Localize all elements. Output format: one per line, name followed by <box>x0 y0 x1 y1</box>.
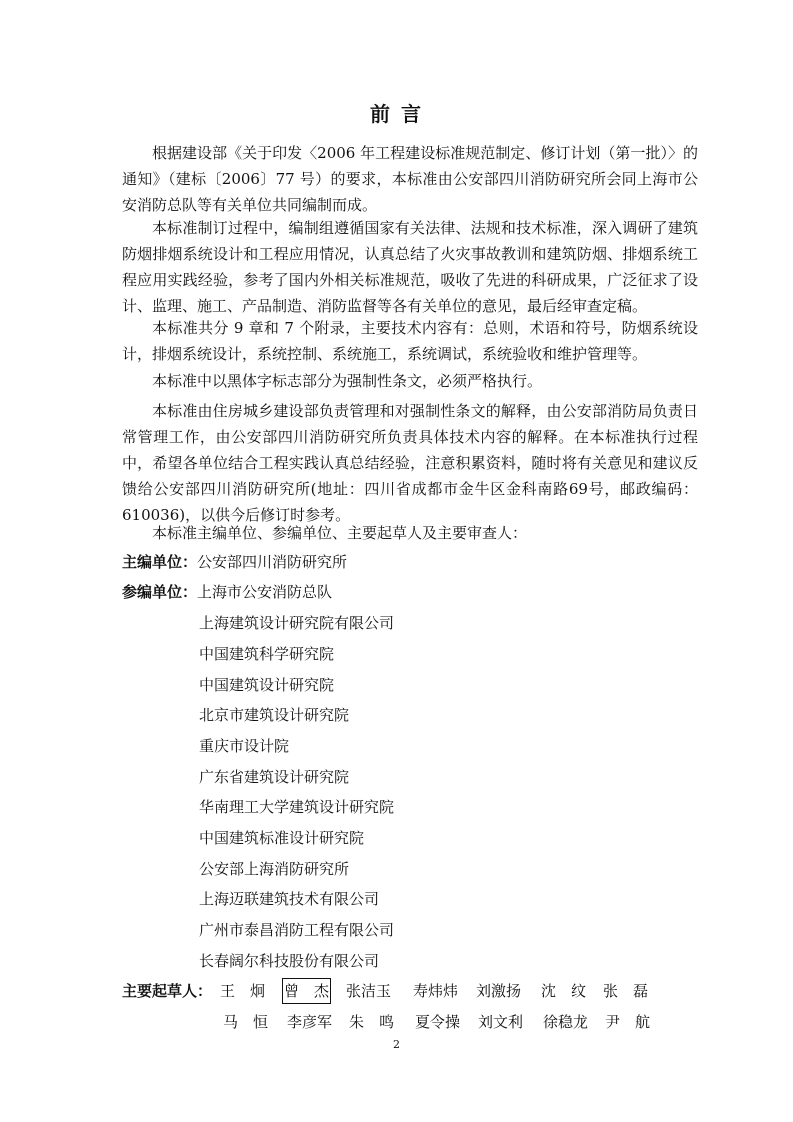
preface-paragraph-3: 本标准共分 9 章和 7 个附录，主要技术内容有：总则，术语和符号，防烟系统设计，排烟系统设计，系统控制、系统施工，系统调试，系统验收和维护管理等。 <box>122 319 698 363</box>
preface-paragraph-2: 本标准制订过程中，编制组遵循国家有关法律、法规和技术标准，深入调研了建筑防烟排烟系统设计和工程应用情况，认真总结了火灾事故教训和建筑防烟、排烟系统工程应用实践经验，参考了国内外相关标准规范，吸收了先进的科研成果，广泛征求了设计、监理、施工、产品制造、消防监督等各有关单位的意见，最后经审查定稿。 <box>122 219 698 315</box>
participant-unit: 广州市泰昌消防工程有限公司 <box>199 921 395 939</box>
drafter-name: 张洁玉 <box>346 982 392 1000</box>
preface-paragraph-4: 本标准中以黑体字标志部分为强制性条文，必须严格执行。 <box>152 372 543 390</box>
drafter-name: 寿炜炜 <box>413 982 459 1000</box>
drafter-name: 马 恒 <box>223 1013 269 1031</box>
participant-unit: 重庆市设计院 <box>199 737 290 755</box>
drafter-name: 朱 鸣 <box>349 1013 395 1031</box>
participants-label: 参编单位： <box>122 583 198 601</box>
drafter-name: 刘激扬 <box>476 982 522 1000</box>
chief-editor-row <box>122 551 347 573</box>
participant-unit: 中国建筑标准设计研究院 <box>199 829 365 847</box>
participant-unit: 长春阔尔科技股份有限公司 <box>199 952 380 970</box>
drafter-name: 王 炯 <box>220 982 266 1000</box>
drafter-name: 李彦军 <box>287 1013 333 1031</box>
chief-editor-value: 公安部四川消防研究所 <box>197 553 348 571</box>
participant-unit: 广东省建筑设计研究院 <box>199 768 350 786</box>
participant-unit: 北京市建筑设计研究院 <box>199 706 350 724</box>
drafter-name: 尹 航 <box>605 1013 651 1031</box>
chief-editor-label: 主编单位： <box>122 553 198 571</box>
preface-paragraph-6: 本标准主编单位、参编单位、主要起草人及主要审查人： <box>152 524 528 542</box>
participants-row <box>122 581 332 603</box>
drafter-name: 徐稳龙 <box>543 1013 589 1031</box>
page-title: 前 言 <box>370 102 423 126</box>
participant-unit: 上海建筑设计研究院有限公司 <box>199 614 395 632</box>
drafter-name: 刘文利 <box>478 1013 524 1031</box>
drafter-name: 张 磊 <box>603 982 649 1000</box>
participant-unit: 上海市公安消防总队 <box>197 583 333 601</box>
drafter-name: 夏令操 <box>415 1013 461 1031</box>
page-number: 2 <box>393 1038 400 1051</box>
drafters-label: 主要起草人： <box>122 982 213 1000</box>
participant-unit: 中国建筑设计研究院 <box>199 676 335 694</box>
preface-paragraph-5: 本标准由住房城乡建设部负责管理和对强制性条文的解释，由公安部消防局负责日常管理工作，由公安部四川消防研究所负责具体技术内容的解释。在本标准执行过程中，希望各单位结合工程实践认真总结经验，注意积累资料，随时将有关意见和建议反馈给公安部四川消防研究所(地址：四川省成都市金牛区金科南路69号，邮政编码：610036)，以供今后修订时参考。 <box>122 402 698 524</box>
preface-paragraph-1: 根据建设部《关于印发〈2006 年工程建设标准规范制定、修订计划（第一批）〉的通知》（建标〔2006〕77 号）的要求，本标准由公安部四川消防研究所会同上海市公安消防总队等有关单位共同编制而成。 <box>122 144 698 214</box>
drafter-name: 沈 纹 <box>541 982 587 1000</box>
participant-unit: 公安部上海消防研究所 <box>199 860 350 878</box>
participant-unit: 中国建筑科学研究院 <box>199 645 335 663</box>
drafter-name-highlighted: 曾 杰 <box>284 982 330 1000</box>
participant-unit: 上海迈联建筑技术有限公司 <box>199 890 380 908</box>
participant-unit: 华南理工大学建筑设计研究院 <box>199 798 395 816</box>
